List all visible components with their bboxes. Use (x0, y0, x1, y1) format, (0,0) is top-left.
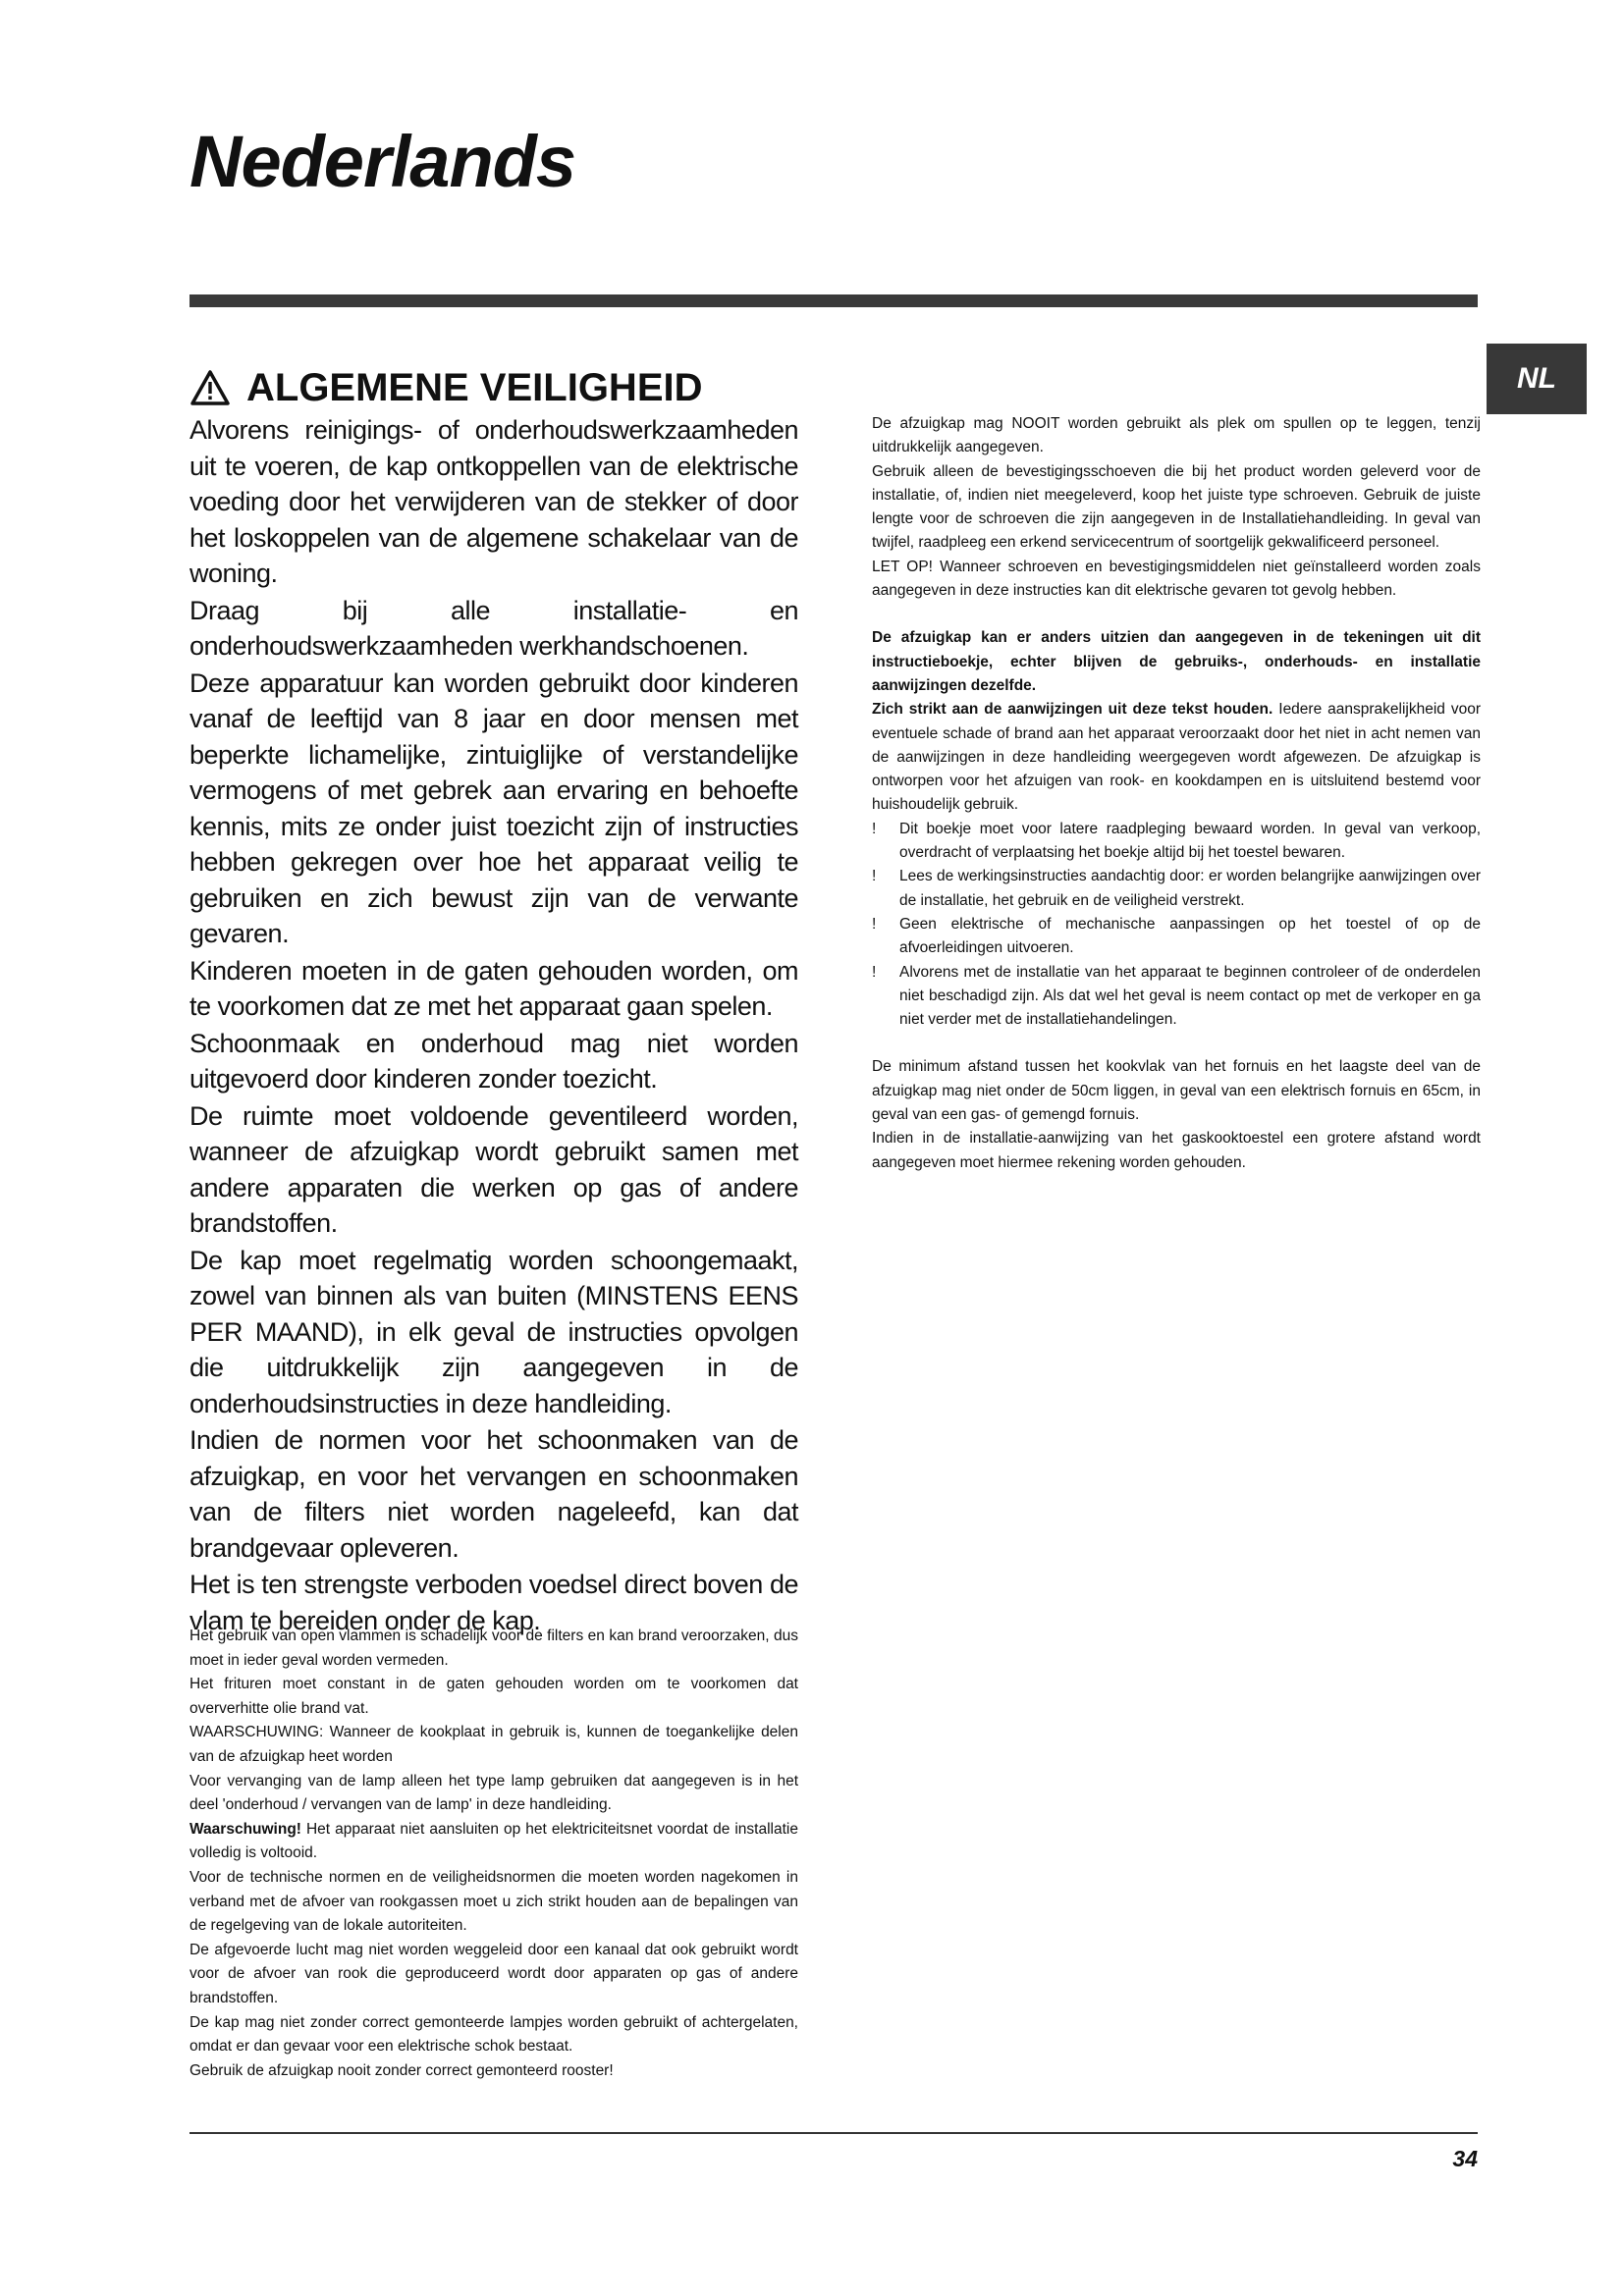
bullet-mark: ! (872, 868, 877, 885)
list-item-text: Geen elektrische of mechanische aanpassingen op het toestel of op de afvoerleidingen uitvoeren. (899, 915, 1481, 957)
section-heading (189, 366, 703, 409)
paragraph: Voor de technische normen en de veiligheidsnormen die moeten worden nagekomen in verband met de afvoer van rookgassen moet u zich strikt houden aan de bepalingen van de regelgeving van de lokale autoriteiten. (189, 1868, 798, 1935)
list-item-text: Alvorens met de installatie van het apparaat te beginnen controleer of de onderdelen niet beschadigd zijn. Als dat wel het geval is neem contact op met de verkoper en ga niet verder met de installatiehandelingen. (899, 963, 1481, 1029)
bold-notice: Zich strikt aan de aanwijzingen uit deze tekst houden. (872, 701, 1273, 719)
paragraph: Het frituren moet constant in de gaten gehouden worden om te voorkomen dat oververhitte olie brand vat. (189, 1676, 798, 1717)
paragraph: De afzuigkap mag NOOIT worden gebruikt als plek om spullen op te leggen, tenzij uitdrukkelijk aangegeven. (872, 415, 1481, 456)
bullet-mark: ! (872, 915, 877, 933)
list-item (872, 961, 1481, 1033)
paragraph (872, 698, 1481, 817)
paragraph: Kinderen moeten in de gaten gehouden worden, om te voorkomen dat ze met het apparaat gaan spelen. (189, 955, 798, 1021)
warning-label: Waarschuwing! (189, 1820, 301, 1838)
right-column (872, 412, 1481, 1175)
paragraph: Indien de normen voor het schoonmaken van de afzuigkap, en voor het vervangen en schoonmaken van de filters niet worden nageleefd, kan dat brandgevaar opleveren. (189, 1425, 798, 1563)
list-item-text: Dit boekje moet voor latere raadpleging bewaard worden. In geval van verkoop, overdracht of verplaatsing het boekje altijd bij het toestel bewaren. (899, 820, 1481, 862)
bullet-mark: ! (872, 820, 877, 837)
paragraph: De kap moet regelmatig worden schoongemaakt, zowel van binnen als van buiten (MINSTENS EENS PER MAAND), in elk geval de instructies opvolgen die uitdrukkelijk zijn aangegeven in de onderhoudsinstructies in deze handleiding. (189, 1245, 798, 1418)
paragraph: Het gebruik van open vlammen is schadelijk voor de filters en kan brand veroorzaken, dus moet in ieder geval worden vermeden. (189, 1628, 798, 1669)
paragraph: De ruimte moet voldoende geventileerd worden, wanneer de afzuigkap wordt gebruikt samen met andere apparaten die werken op gas of andere brandstoffen. (189, 1100, 798, 1238)
footer-divider (189, 2132, 1478, 2134)
paragraph: Voor vervanging van de lamp alleen het type lamp gebruiken dat aangegeven is in het deel 'onderhoud / vervangen van de lamp' in deze handleiding. (189, 1772, 798, 1814)
section-heading-text: ALGEMENE VEILIGHEID (246, 366, 703, 409)
paragraph: Alvorens reinigings- of onderhoudswerkzaamheden uit te voeren, de kap ontkoppellen van de elektrische voeding door het verwijderen van de stekker of door het loskoppelen van de algemene schakelaar van de woning. (189, 415, 798, 588)
paragraph: Draag bij alle installatie- en onderhoudswerkzaamheden werkhandschoenen. (189, 595, 798, 661)
title-divider (189, 294, 1478, 307)
language-title: Nederlands (189, 121, 576, 202)
list-item (872, 865, 1481, 913)
paragraph: De kap mag niet zonder correct gemonteerde lampjes worden gebruikt of achtergelaten, omdat er dan gevaar voor een elektrische schok bestaat. (189, 2013, 798, 2056)
paragraph: WAARSCHUWING: Wanneer de kookplaat in gebruik is, kunnen de toegankelijke delen van de afzuigkap heet worden (189, 1724, 798, 1765)
paragraph: LET OP! Wanneer schroeven en bevestigingsmiddelen niet geïnstalleerd worden zoals aangegeven in deze instructies kan dit elektrische gevaren tot gevolg hebben. (872, 558, 1481, 600)
safety-text-large (189, 412, 798, 1639)
paragraph: Het is ten strengste verboden voedsel direct boven de vlam te bereiden onder de kap. (189, 1570, 798, 1635)
safety-text-small (189, 1625, 798, 2083)
paragraph: Indien in de installatie-aanwijzing van het gaskooktoestel een grotere afstand wordt aangegeven moet hiermee rekening worden gehouden. (872, 1130, 1481, 1171)
list-item-text: Lees de werkingsinstructies aandachtig door: er worden belangrijke aanwijzingen over de installatie, het gebruik en de veiligheid verstrekt. (899, 868, 1481, 909)
language-tab: NL (1487, 344, 1587, 414)
paragraph: Gebruik alleen de bevestigingsschoeven die bij het product worden geleverd voor de installatie, of, indien niet meegeleverd, koop het juiste type schroeven. Gebruik de juiste lengte voor de schroeven die zijn aangegeven in de Installatiehandleiding. In geval van twijfel, raadpleeg een erkend servicecentrum of soortgelijk gekwalificeerd personeel. (872, 462, 1481, 552)
paragraph: De afgevoerde lucht mag niet worden weggeleid door een kanaal dat ook gebruikt wordt voor de afvoer van rook die geproduceerd wordt door apparaten op gas of andere brandstoffen. (189, 1941, 798, 2006)
bold-notice: De afzuigkap kan er anders uitzien dan aangegeven in de tekeningen uit dit instructieboekje, echter blijven de gebruiks-, onderhouds- en installatie aanwijzingen dezelfde. (872, 629, 1481, 694)
paragraph (872, 626, 1481, 698)
paragraph: Deze apparatuur kan worden gebruikt door kinderen vanaf de leeftijd van 8 jaar en door mensen met beperkte lichamelijke, zintuiglijke of verstandelijke vermogens of met gebrek aan ervaring en behoefte kennis, mits ze onder juist toezicht zijn of instructies hebben gekregen over hoe het apparaat veilig te gebruiken en zich bewust zijn van de verwante gevaren. (189, 667, 798, 948)
paragraph-text: Iedere aansprakelijkheid voor eventuele schade of brand aan het apparaat veroorzaakt door het niet in acht nemen van de aanwijzingen in deze handleiding weergegeven wordt afgewezen. De afzuigkap is ontworpen voor het afzuigen van rook- en kookdampen en is uitsluitend bestemd voor huishoudelijk gebruik. (872, 701, 1481, 814)
page-number: 34 (1452, 2146, 1478, 2171)
paragraph-text: Het apparaat niet aansluiten op het elektriciteitsnet voordat de installatie volledig is voltooid. (189, 1820, 798, 1862)
bullet-mark: ! (872, 963, 877, 981)
paragraph: De minimum afstand tussen het kookvlak van het fornuis en het laagste deel van de afzuigkap mag niet onder de 50cm liggen, in geval van een elektrisch fornuis en 65cm, in geval van een gas- of gemengd fornuis. (872, 1058, 1481, 1124)
paragraph: Schoonmaak en onderhoud mag niet worden uitgevoerd door kinderen zonder toezicht. (189, 1028, 798, 1094)
paragraph: Gebruik de afzuigkap nooit zonder correct gemonteerd rooster! (189, 2061, 614, 2079)
paragraph (189, 1818, 798, 1866)
list-item (872, 913, 1481, 961)
list-item (872, 818, 1481, 866)
warning-triangle-icon (189, 369, 231, 406)
